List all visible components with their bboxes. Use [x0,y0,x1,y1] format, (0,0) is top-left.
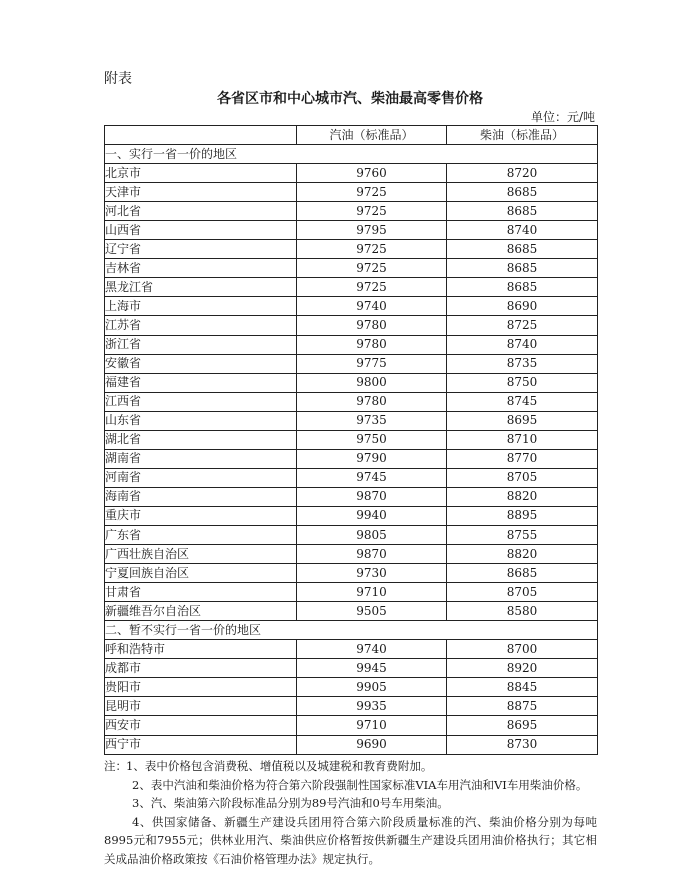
gasoline-price-cell: 9870 [297,487,447,506]
gasoline-price-cell: 9725 [297,278,447,297]
region-name-cell: 广东省 [105,525,297,544]
gasoline-price-cell: 9780 [297,335,447,354]
region-name-cell: 湖北省 [105,430,297,449]
region-name-cell: 呼和浩特市 [105,640,297,659]
region-name-cell: 西安市 [105,716,297,735]
table-row [105,583,598,602]
gasoline-price-cell: 9690 [297,735,447,754]
region-name-cell: 上海市 [105,297,297,316]
header-gasoline: 汽油（标准品） [297,126,447,145]
section-heading: 一、实行一省一价的地区 [105,145,598,164]
table-row [105,411,598,430]
region-name-cell: 江苏省 [105,316,297,335]
region-name-cell: 湖南省 [105,449,297,468]
gasoline-price-cell: 9760 [297,164,447,183]
region-name-cell: 安徽省 [105,354,297,373]
diesel-price-cell: 8685 [447,202,598,221]
region-name-cell: 江西省 [105,392,297,411]
gasoline-price-cell: 9935 [297,697,447,716]
region-name-cell: 山东省 [105,411,297,430]
gasoline-price-cell: 9725 [297,202,447,221]
region-name-cell: 浙江省 [105,335,297,354]
region-name-cell: 昆明市 [105,697,297,716]
table-row [105,716,598,735]
table-row [105,564,598,583]
diesel-price-cell: 8685 [447,183,598,202]
table-row [105,240,598,259]
diesel-price-cell: 8740 [447,221,598,240]
diesel-price-cell: 8750 [447,373,598,392]
table-row [105,468,598,487]
section-heading-row [105,145,598,164]
gasoline-price-cell: 9780 [297,392,447,411]
region-name-cell: 河北省 [105,202,297,221]
gasoline-price-cell: 9805 [297,525,447,544]
diesel-price-cell: 8685 [447,240,598,259]
diesel-price-cell: 8690 [447,297,598,316]
gasoline-price-cell: 9940 [297,506,447,525]
section-heading: 二、暂不实行一省一价的地区 [105,621,598,640]
region-name-cell: 重庆市 [105,506,297,525]
diesel-price-cell: 8820 [447,487,598,506]
table-row [105,297,598,316]
note-item: 3、汽、柴油第六阶段标准品分别为89号汽油和0号车用柴油。 [132,796,449,810]
region-name-cell: 西宁市 [105,735,297,754]
notes-label: 注： [104,759,127,773]
note-item: 2、表中汽油和柴油价格为符合第六阶段强制性国家标准VIA车用汽油和VI车用柴油价格。 [132,777,588,792]
diesel-price-cell: 8725 [447,316,598,335]
table-row [105,487,598,506]
diesel-price-cell: 8695 [447,411,598,430]
diesel-price-cell: 8685 [447,259,598,278]
page-title: 各省区市和中心城市汽、柴油最高零售价格 [217,91,483,107]
diesel-price-cell: 8735 [447,354,598,373]
region-name-cell: 吉林省 [105,259,297,278]
price-table [104,125,598,755]
table-row [105,545,598,564]
region-name-cell: 辽宁省 [105,240,297,259]
gasoline-price-cell: 9745 [297,468,447,487]
diesel-price-cell: 8875 [447,697,598,716]
gasoline-price-cell: 9505 [297,602,447,621]
diesel-price-cell: 8705 [447,583,598,602]
note-item [104,757,597,776]
region-name-cell: 海南省 [105,487,297,506]
notes [104,757,597,868]
table-row [105,659,598,678]
annex-label: 附表 [104,71,132,87]
table-row [105,678,598,697]
table-row [105,354,598,373]
diesel-price-cell: 8700 [447,640,598,659]
diesel-price-cell: 8710 [447,430,598,449]
region-name-cell: 贵阳市 [105,678,297,697]
gasoline-price-cell: 9750 [297,430,447,449]
table-row [105,202,598,221]
diesel-price-cell: 8730 [447,735,598,754]
table-row [105,449,598,468]
table-row [105,373,598,392]
diesel-price-cell: 8580 [447,602,598,621]
table-row [105,602,598,621]
gasoline-price-cell: 9740 [297,640,447,659]
region-name-cell: 广西壮族自治区 [105,545,297,564]
diesel-price-cell: 8740 [447,335,598,354]
table-row [105,221,598,240]
diesel-price-cell: 8695 [447,716,598,735]
region-name-cell: 北京市 [105,164,297,183]
region-name-cell: 宁夏回族自治区 [105,564,297,583]
region-name-cell: 河南省 [105,468,297,487]
gasoline-price-cell: 9945 [297,659,447,678]
gasoline-price-cell: 9740 [297,297,447,316]
region-name-cell: 新疆维吾尔自治区 [105,602,297,621]
table-row [105,735,598,754]
gasoline-price-cell: 9735 [297,411,447,430]
gasoline-price-cell: 9905 [297,678,447,697]
region-name-cell: 福建省 [105,373,297,392]
table-header-row [105,126,598,145]
table-row [105,316,598,335]
section-heading-row [105,621,598,640]
table-row [105,183,598,202]
diesel-price-cell: 8820 [447,545,598,564]
gasoline-price-cell: 9725 [297,259,447,278]
diesel-price-cell: 8745 [447,392,598,411]
gasoline-price-cell: 9710 [297,716,447,735]
table-row [105,278,598,297]
gasoline-price-cell: 9725 [297,183,447,202]
diesel-price-cell: 8895 [447,506,598,525]
region-name-cell: 山西省 [105,221,297,240]
header-diesel: 柴油（标准品） [447,126,598,145]
table-row [105,164,598,183]
note-text: 1、表中价格包含消费税、增值税以及城建税和教育费附加。 [126,759,433,773]
table-row [105,430,598,449]
diesel-price-cell: 8920 [447,659,598,678]
gasoline-price-cell: 9775 [297,354,447,373]
diesel-price-cell: 8720 [447,164,598,183]
region-name-cell: 成都市 [105,659,297,678]
table-row [105,335,598,354]
gasoline-price-cell: 9780 [297,316,447,335]
diesel-price-cell: 8705 [447,468,598,487]
header-blank-cell [105,126,297,145]
diesel-price-cell: 8685 [447,564,598,583]
region-name-cell: 甘肃省 [105,583,297,602]
region-name-cell: 黑龙江省 [105,278,297,297]
gasoline-price-cell: 9870 [297,545,447,564]
table-body [105,145,598,755]
diesel-price-cell: 8770 [447,449,598,468]
diesel-price-cell: 8685 [447,278,598,297]
table-row [105,525,598,544]
gasoline-price-cell: 9800 [297,373,447,392]
table-row [105,259,598,278]
table-row [105,506,598,525]
unit-label: 单位：元/吨 [530,110,595,124]
region-name-cell: 天津市 [105,183,297,202]
gasoline-price-cell: 9795 [297,221,447,240]
table-row [105,392,598,411]
table-row [105,640,598,659]
note-item: 4、供国家储备、新疆生产建设兵团用符合第六阶段质量标准的汽、柴油价格分别为每吨8995元和7955元；供林业用汽、柴油供应价格暂按供新疆生产建设兵团用油价格执行；其它相关成品油价格政策按《石油价格管理办法》规定执行。 [104,814,597,866]
diesel-price-cell: 8845 [447,678,598,697]
gasoline-price-cell: 9730 [297,564,447,583]
table-row [105,697,598,716]
gasoline-price-cell: 9710 [297,583,447,602]
gasoline-price-cell: 9790 [297,449,447,468]
gasoline-price-cell: 9725 [297,240,447,259]
diesel-price-cell: 8755 [447,525,598,544]
